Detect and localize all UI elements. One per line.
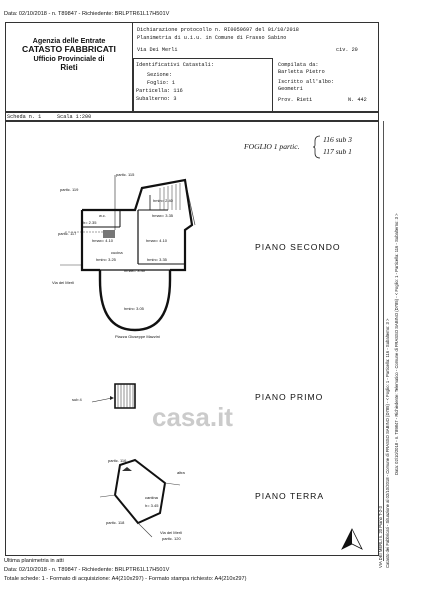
label-h345: h= 3.45 bbox=[145, 503, 159, 508]
label-hmax410b: hmax= 4.10 bbox=[146, 238, 168, 243]
identificativi-sezione: Sezione: bbox=[147, 72, 172, 78]
foglio-ref-brace bbox=[312, 135, 322, 159]
compilata-numero: N. 442 bbox=[348, 97, 367, 103]
top-request-line: Data: 02/10/2018 - n. T89847 - Richiedente: BRLPTR61L17H501V bbox=[4, 11, 170, 17]
agency-name bbox=[5, 36, 133, 72]
right-margin-note-1: Data: 02/10/2018 - n. T89847 - Richiedente: Telematico - Comune di FRASSO SABINO (D785) - < Foglio: 1 - Particella: 116 - Subalterno: 3 > bbox=[394, 213, 399, 475]
foglio-ref-line1: 116 sub 3 bbox=[323, 135, 352, 144]
agency-line-3: Ufficio Provinciale di bbox=[33, 54, 105, 63]
right-margin-note-2: Catasto dei Fabbricati - Situazione al 02/10/2018 - Comune di FRASSO SABINO (D785) - < Foglio: 1 - Particella: 116 - Subalterno: 3 > bbox=[385, 318, 390, 568]
agency-line-1: Agenzia delle Entrate bbox=[32, 36, 106, 45]
agency-line-2: CATASTO FABBRICATI bbox=[22, 44, 116, 54]
identificativi-title: Identificativi Catastali: bbox=[136, 62, 214, 68]
label-hmax410a: hmax= 4.10 bbox=[92, 238, 114, 243]
label-partic118: partic. 118 bbox=[106, 520, 125, 525]
label-sub4: sub 4 bbox=[72, 397, 82, 402]
plan-secondo bbox=[20, 170, 220, 340]
protocol-planimetria: Planimetria di u.i.u. in Comune di Frasso Sabino bbox=[137, 35, 287, 41]
label-altra: altra bbox=[177, 470, 185, 475]
footer-totale: Totale schede: 1 - Formato di acquisizione: A4(210x297) - Formato stampa richiesto: A4(210x297) bbox=[4, 576, 247, 582]
label-partic119: partic. 119 bbox=[60, 187, 79, 192]
label-hmin325: hmin= 3.25 bbox=[96, 257, 116, 262]
compilata-iscritto: Iscritto all'albo: bbox=[278, 79, 335, 85]
label-via-merli-2: Via dei Merli bbox=[160, 530, 182, 535]
compilata-prov: Prov. Rieti bbox=[278, 97, 313, 103]
drawing-inner-border bbox=[383, 121, 384, 561]
agency-line-4: Rieti bbox=[60, 63, 78, 72]
label-cantina: cantina bbox=[145, 495, 158, 500]
label-partic115: partic. 115 bbox=[116, 172, 135, 177]
label-h235: h= 2.35 bbox=[83, 220, 97, 225]
compilata-albo: Geometri bbox=[278, 86, 303, 92]
protocol-via: Via Dei Merli bbox=[137, 47, 178, 53]
watermark-text: casa.it bbox=[152, 402, 233, 432]
plan-primo bbox=[60, 380, 160, 425]
label-hmin335: hmin= 3.35 bbox=[147, 257, 167, 262]
floor-title-primo: PIANO PRIMO bbox=[255, 392, 324, 402]
label-partic120: partic. 120 bbox=[162, 536, 181, 541]
label-wc: w.c. bbox=[99, 213, 106, 218]
identificativi-subalterno: Subalterno: 3 bbox=[136, 96, 177, 102]
label-hmax340: hmax= 3.40 bbox=[124, 268, 146, 273]
label-hmin305: hmin= 3.05 bbox=[124, 306, 144, 311]
label-cucina: cucina bbox=[111, 250, 123, 255]
foglio-ref-label: FOGLIO 1 partic. bbox=[244, 142, 300, 151]
right-margin-note-3: VIA DEI MERLI n. 20 Piano T-2-3 bbox=[378, 506, 383, 568]
label-partic117: partic. 117 bbox=[58, 231, 77, 236]
label-partic116: partic. 116 bbox=[108, 458, 127, 463]
label-hmax335: hmax= 3.35 bbox=[152, 213, 174, 218]
floor-title-terra: PIANO TERRA bbox=[255, 491, 325, 501]
north-arrow-icon bbox=[340, 527, 364, 553]
foglio-ref-line2: 117 sub 1 bbox=[323, 147, 352, 156]
label-hmin240: hmin= 2.40 bbox=[153, 198, 173, 203]
footer-ultima: Ultima planimetria in atti bbox=[4, 558, 64, 564]
label-piazza: Piazza Giuseppe Mazzini bbox=[115, 334, 160, 339]
floor-title-secondo: PIANO SECONDO bbox=[255, 242, 341, 252]
identificativi-foglio: Foglio: 1 bbox=[147, 80, 176, 86]
scheda-number: Scheda n. 1 bbox=[7, 114, 42, 120]
scheda-scale: Scala 1:200 bbox=[57, 114, 92, 120]
protocol-dichiarazione: Dichiarazione protocollo n. RI0059697 del 01/10/2018 bbox=[137, 27, 299, 33]
compilata-title: Compilata da: bbox=[278, 62, 319, 68]
identificativi-particella: Particella: 116 bbox=[136, 88, 183, 94]
label-via-merli: Via dei Merli bbox=[52, 280, 74, 285]
footer-data: Data: 02/10/2018 - n. T89847 - Richiedente: BRLPTR61L17H501V bbox=[4, 567, 170, 573]
compilata-name: Barletta Pietro bbox=[278, 69, 325, 75]
protocol-civ: civ. 20 bbox=[336, 47, 358, 53]
